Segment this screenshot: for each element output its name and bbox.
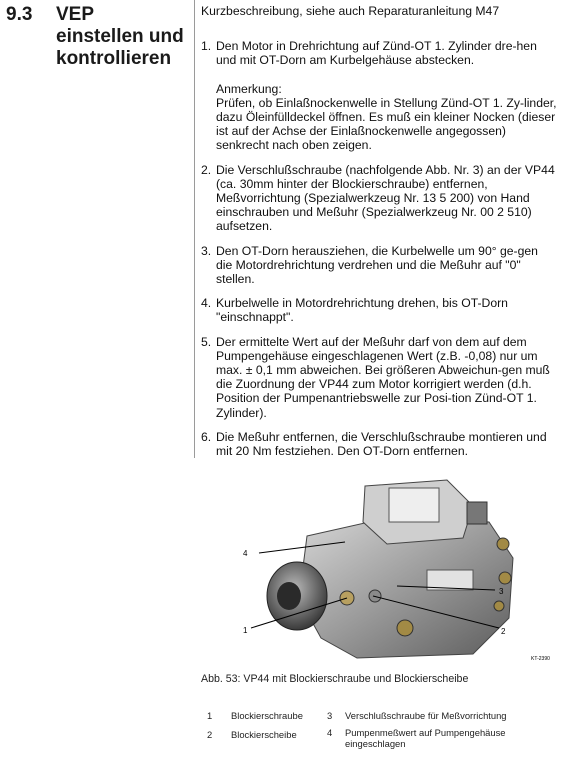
legend-label: Blockierschraube — [231, 710, 303, 721]
section-title — [56, 4, 196, 70]
legend-label: Pumpenmeßwert auf Pumpengehäuse eingeschlagen — [345, 727, 506, 749]
note-text: Prüfen, ob Einlaßnockenwelle in Stellung Zünd-OT 1. Zy-linder, dazu Öleinfülldeckel öffnen. Es muß ein kleiner Nocken (dieser ist auf der Achse der Einlaßnockenwelle angegossen) senkrecht nach oben zeigen. — [216, 95, 557, 153]
legend-label: Verschlußschraube für Meßvorrichtung — [345, 710, 507, 721]
figure-code: KT-2390 — [531, 656, 550, 662]
pump-illustration — [237, 478, 555, 664]
note-title: Anmerkung: — [216, 81, 282, 96]
step-item — [201, 244, 557, 287]
step-list — [201, 39, 557, 458]
step-number: 4. — [201, 296, 212, 311]
step-number: 2. — [201, 162, 212, 177]
step-item — [201, 163, 557, 234]
step-number: 5. — [201, 334, 212, 349]
pump-figure — [237, 478, 555, 664]
step-number: 1. — [201, 39, 212, 54]
section-number: 9.3 — [6, 4, 33, 25]
callout-label: 1 — [243, 626, 248, 635]
step-item — [201, 335, 557, 420]
step-item — [201, 430, 557, 458]
intro-line: Kurzbeschreibung, siehe auch Reparaturanleitung M47 — [201, 4, 500, 18]
legend-label: Blockierscheibe — [231, 729, 297, 740]
step-note — [216, 82, 557, 153]
step-text: Den OT-Dorn herausziehen, die Kurbelwelle um 90° ge-gen die Motordrehrichtung verdrehen und die Meßuhr auf "0" stellen. — [216, 243, 538, 287]
step-text: Die Meßuhr entfernen, die Verschlußschraube montieren und mit 20 Nm festziehen. Den OT-Dorn entfernen. — [216, 429, 547, 459]
callout-label: 3 — [499, 587, 504, 596]
step-item — [201, 296, 557, 324]
step-text: Den Motor in Drehrichtung auf Zünd-OT 1. Zylinder dre-hen und mit OT-Dorn am Kurbelgehäuse abstecken. — [216, 39, 537, 68]
section-title-line: VEP — [56, 4, 95, 25]
figure-caption: Abb. 53: VP44 mit Blockierschraube und Blockierscheibe — [201, 673, 469, 685]
callout-label: 2 — [501, 627, 506, 636]
legend-key: 2 — [207, 729, 213, 740]
callout-label: 4 — [243, 549, 248, 558]
procedure-text — [201, 4, 557, 468]
step-number: 6. — [201, 429, 212, 444]
legend-key: 1 — [207, 710, 213, 721]
section-title-line: kontrollieren — [56, 48, 172, 69]
legend-key: 3 — [327, 710, 333, 721]
step-text: Kurbelwelle in Motordrehrichtung drehen, bis OT-Dorn "einschnappt". — [216, 296, 508, 325]
step-item — [201, 39, 557, 152]
column-divider — [194, 0, 195, 458]
step-text: Die Verschlußschraube (nachfolgende Abb. Nr. 3) an der VP44 (ca. 30mm hinter der Blockierschraube) entfernen, Meßvorrichtung (Spezialwerkzeug Nr. 13 5 200) von Hand einschrauben und Meßuhr (Spezialwerkzeug Nr. 00 2 510) aufsetzen. — [216, 162, 555, 234]
step-text: Der ermittelte Wert auf der Meßuhr darf von dem auf dem Pumpengehäuse eingeschlagenen Wert (z.B. -0,08) nur um max. ± 0,1 mm abweichen. Bei größeren Abweichun-gen muß die Zuordnung der VP44 zum Motor korrigiert werden (d.h. Position der Pumpenantriebswelle zur Posi-tion Zünd-OT 1. Zylinder). — [216, 334, 550, 420]
step-number: 3. — [201, 243, 212, 258]
section-title-line: einstellen und — [56, 26, 184, 47]
legend-key: 4 — [327, 727, 333, 738]
